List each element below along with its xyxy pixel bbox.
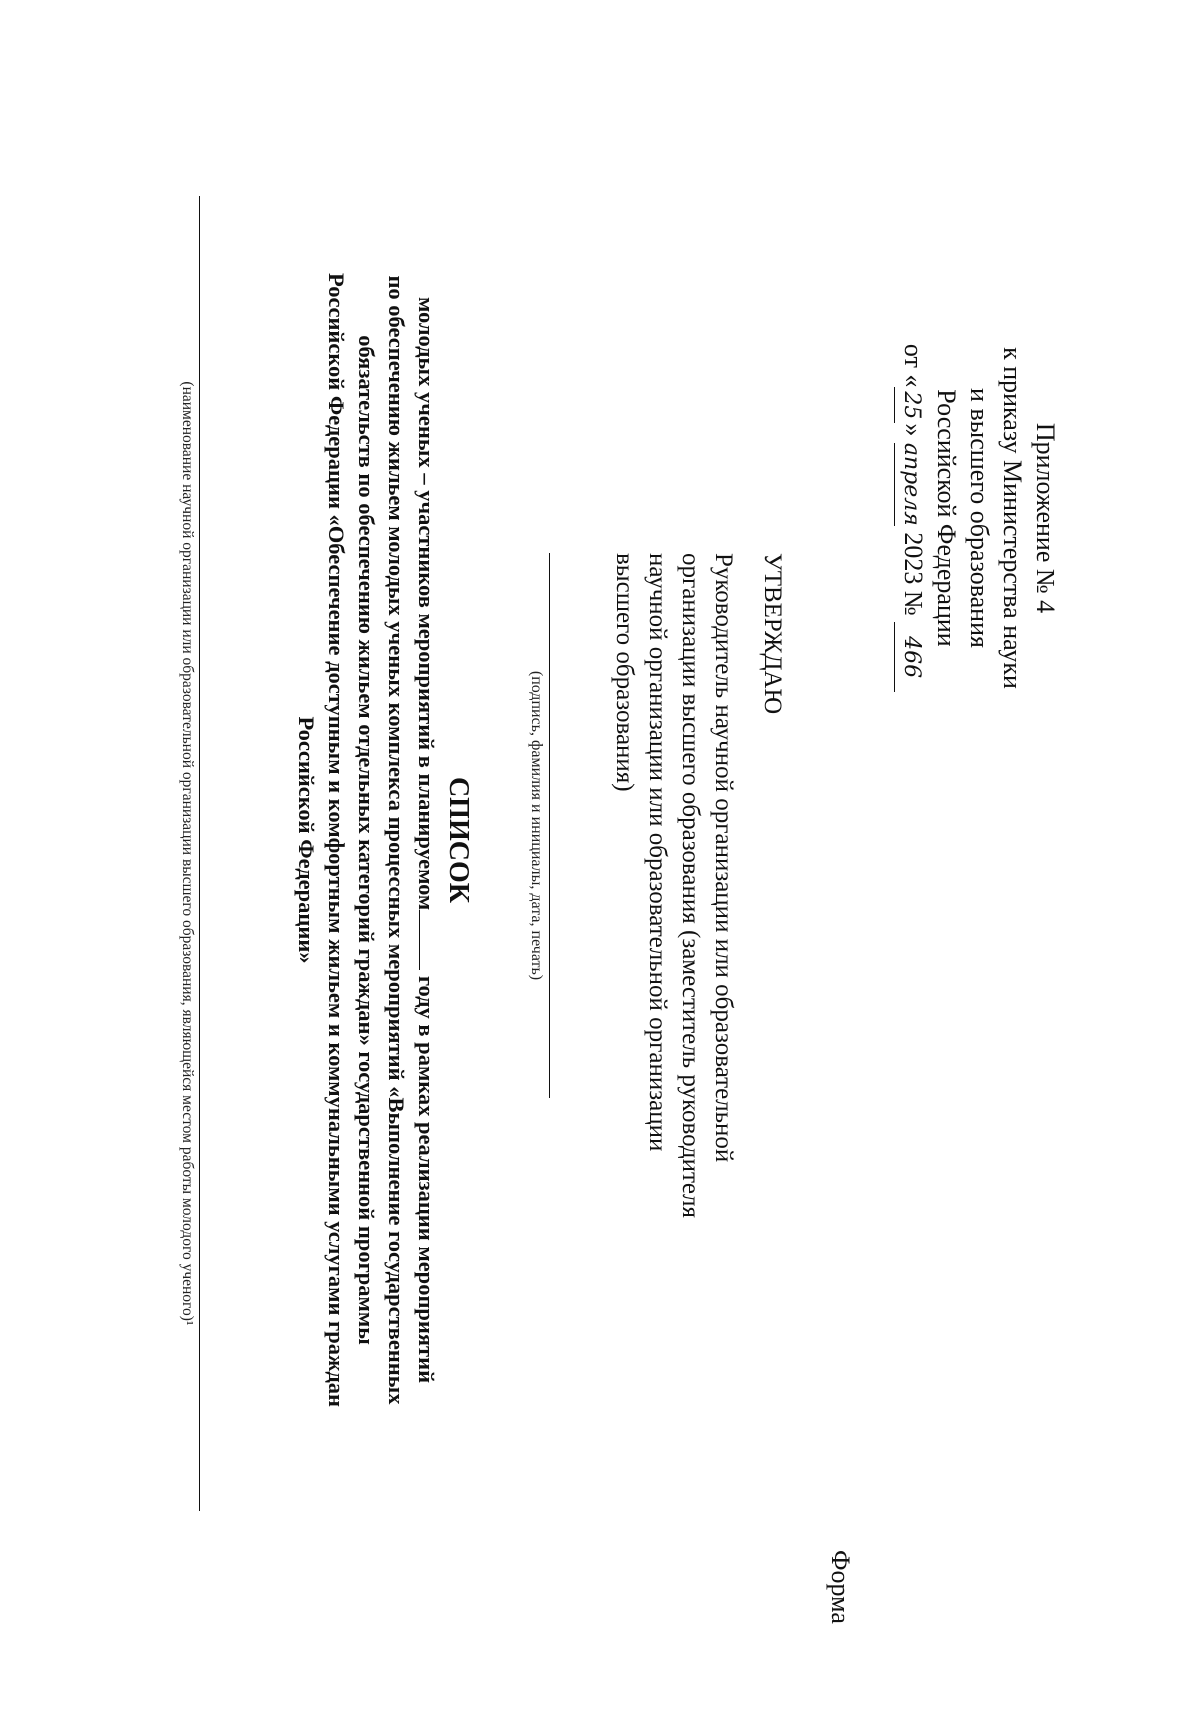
order-number-handwritten: 466 bbox=[894, 622, 928, 692]
list-subtitle: молодых ученых – участников мероприятий в планируемом году в рамках реализации мероприятий по обеспечению жильем молодых ученых комплекса процессных мероприятий «Выполнение государственных обязательств по обеспечению жильем отдельных категорий граждан» государственной программы Российской Федерации «Обеспечение доступным и комфортным жильем и коммунальными услугами граждан Российской Федерации» bbox=[294, 273, 439, 1407]
signature-caption: (подпись, фамилия и инициалы, дата, печать) bbox=[528, 670, 545, 981]
approval-heading: УТВЕРЖДАЮ bbox=[759, 553, 786, 715]
organization-name-caption: (наименование научной организации или образовательной организации высшего образования, являющейся местом работы молодого ученого)¹ bbox=[179, 381, 196, 1326]
appendix-date-line: от «25» апреля 2023 № 466 bbox=[894, 248, 930, 788]
appendix-number: Приложение № 4 bbox=[1031, 422, 1060, 614]
list-title-block bbox=[291, 70, 475, 1610]
year-blank bbox=[419, 910, 440, 970]
appendix-country-line: Российской Федерации bbox=[932, 389, 961, 647]
appendix-ministry-line: и высшего образования bbox=[965, 388, 994, 648]
appendix-header bbox=[894, 248, 1062, 788]
approval-text: Руководитель научной организации или образовательной организации высшего образования (заместитель руководителя научной организации или образовательной организации высшего образования) bbox=[611, 553, 737, 1218]
list-title: СПИСОК bbox=[443, 776, 474, 904]
date-day-handwritten: 25 bbox=[894, 387, 928, 423]
signature-line bbox=[549, 553, 550, 1098]
form-label: Форма bbox=[826, 1550, 855, 1624]
date-month-handwritten: апреля bbox=[894, 443, 928, 526]
organization-name-line bbox=[199, 196, 200, 1511]
appendix-order-line: к приказу Министерства науки bbox=[998, 347, 1027, 689]
